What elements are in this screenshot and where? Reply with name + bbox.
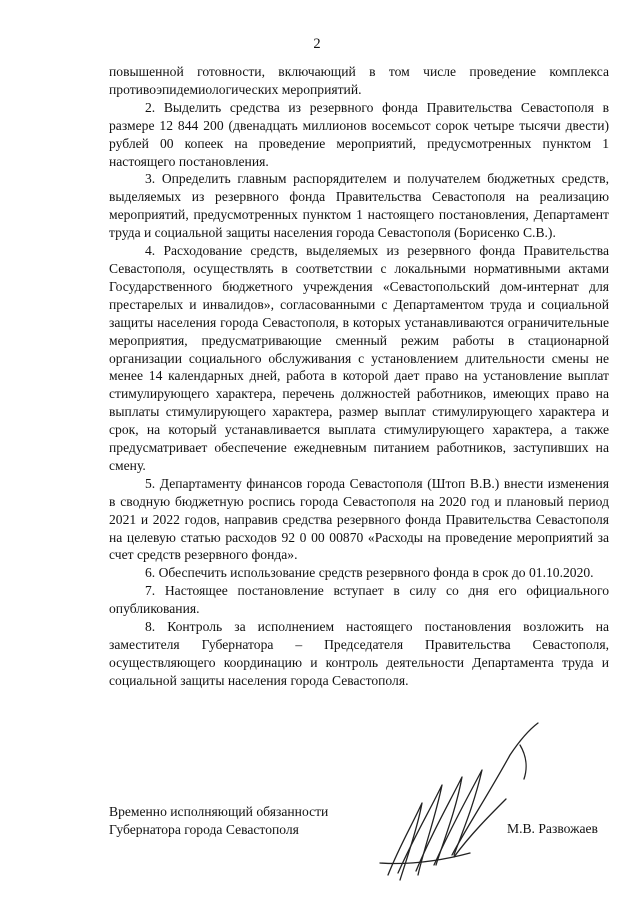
signatory-position-line-1: Временно исполняющий обязанности [109, 804, 329, 819]
signatory-position-line-2: Губернатора города Севастополя [109, 822, 299, 837]
paragraph-item-8: 8. Контроль за исполнением настоящего постановления возложить на заместителя Губернатора – Председателя Правительства Севастополя, осуществляющего координацию и контроль деятельности Департамента труда и социальной защиты населения города Севастополя. [109, 619, 609, 688]
paragraph-item-6: 6. Обеспечить использование средств резервного фонда в срок до 01.10.2020. [145, 565, 594, 581]
handwritten-signature [370, 715, 560, 890]
paragraph-item-7: 7. Настоящее постановление вступает в силу со дня его официального опубликования. [109, 583, 609, 617]
paragraph-item-4: 4. Расходование средств, выделяемых из резервного фонда Правительства Севастополя, осуществлять в соответствии с локальными нормативными актами Государственного бюджетного учреждения «Севастопольский дом-интернат для престарелых и инвалидов», согласованными с Департаментом труда и социальной защиты населения города Севастополя, в которых устанавливаются ограничительные мероприятия, предусматривающие сменный режим работы в стационарной организации социального обслуживания с установлением длительности смены не менее 14 календарных дней, работа в которой дает право на установление выплат стимулирующего характера, перечень должностей работников, имеющих право на выплаты стимулирующего характера, размер выплат стимулирующего характера и срок, на который устанавливается выплата стимулирующего характера, а также предусматривает обеспечение ежедневным питанием работников, заступивших на смену. [109, 243, 609, 473]
paragraph-item-3: 3. Определить главным распорядителем и получателем бюджетных средств, выделяемых из резервного фонда Правительства Севастополя на реализацию мероприятий, предусмотренных пунктом 1 настоящего постановления, Департамент труда и социальной защиты населения города Севастополя (Борисенко С.В.). [109, 171, 609, 241]
signatory-position [109, 803, 328, 839]
page-number: 2 [313, 36, 321, 52]
signatory-name: М.В. Развожаев [507, 821, 598, 836]
document-body [109, 63, 609, 690]
paragraph-continuation: повышенной готовности, включающий в том числе проведение комплекса противоэпидемиологических мероприятий. [109, 64, 609, 97]
paragraph-item-5: 5. Департаменту финансов города Севастополя (Штоп В.В.) внести изменения в сводную бюджетную роспись города Севастополя на 2020 год и плановый период 2021 и 2022 годов, направив средства резервного фонда Правительства Севастополя на целевую статью расходов 92 0 00 00870 «Расходы на проведение мероприятий за счет средств резервного фонда». [109, 475, 609, 563]
paragraph-item-2: 2. Выделить средства из резервного фонда Правительства Севастополя в размере 12 844 200 (двенадцать миллионов восемьсот сорок четыре тысячи двести) рублей 00 копеек на проведение мероприятий, предусмотренных пунктом 1 настоящего постановления. [109, 99, 609, 169]
